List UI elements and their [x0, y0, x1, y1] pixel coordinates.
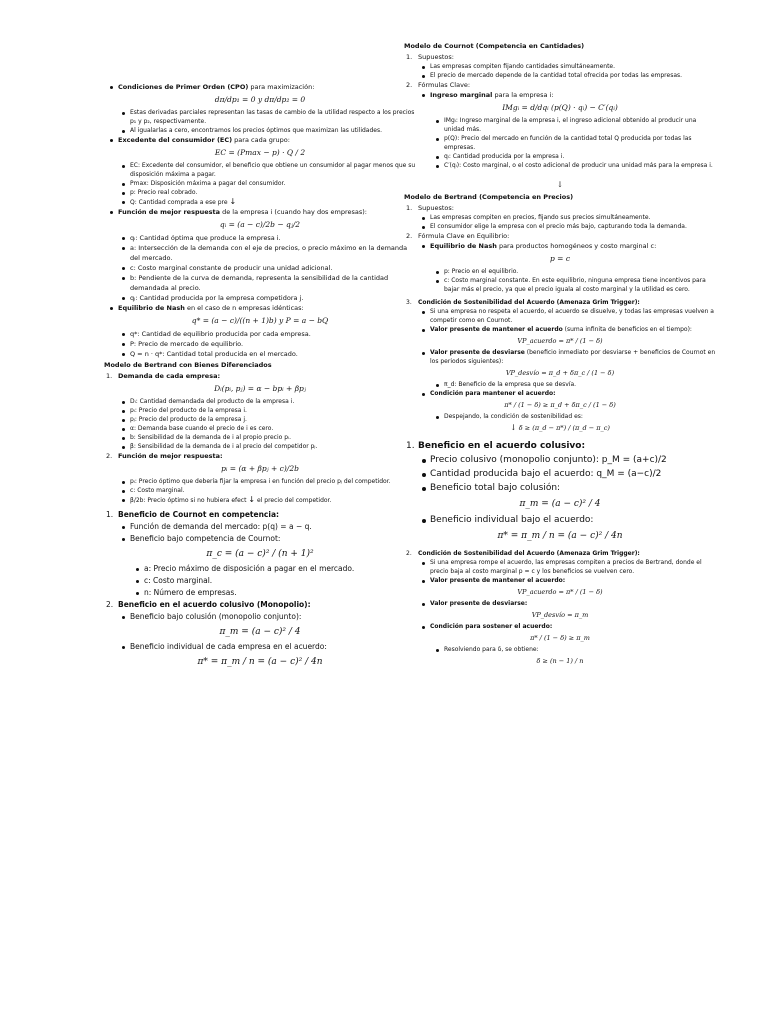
bd-section-2: 2. Función de mejor respuesta: [106, 452, 223, 460]
c-2-bullet-1-tail: para la empresa i: [492, 91, 554, 99]
b-section-1-title: Supuestos: [418, 204, 454, 212]
c-section-1: 1. Supuestos: [406, 53, 454, 61]
bac-1-bullet-2: Cantidad producida bajo el acuerdo: q_M = (a−c)/2 [404, 467, 716, 481]
bd-2-bullet-2: c: Costo marginal. [104, 486, 416, 495]
bd-2-equation: pᵢ = (α + βpⱼ + c)/2b [221, 464, 299, 473]
s-3-bullet-4: Condición para mantener el acuerdo: [404, 389, 716, 398]
bac-section-1-title: Beneficio en el acuerdo colusivo: [418, 441, 586, 451]
s-3-bullet-2 [404, 325, 716, 334]
scroll-down-arrow-icon[interactable]: ↓ [510, 423, 517, 432]
b-2-bullet-1-tail: para productos homogéneos y costo marginal c: [496, 242, 657, 250]
bc-section-2: 2. Beneficio en el acuerdo colusivo (Monopolio): [106, 600, 311, 609]
gt-2-equation-3: π* / (1 − δ) ≥ π_m [530, 634, 590, 642]
bac-1-bullet-1: Precio colusivo (monopolio conjunto): p_M = (a+c)/2 [404, 453, 716, 467]
fmr-bullet-1: qᵢ: Cantidad óptima que produce la empresa i. [104, 233, 416, 243]
ec-bullet-4 [104, 197, 416, 207]
bc-2-equation: π_m = (a − c)² / 4 [219, 627, 301, 637]
ec-equation: EC = (Pmax − p) · Q / 2 [214, 148, 306, 157]
b-1-bullet-2: El consumidor elige la empresa con el precio más bajo, capturando toda la demanda. [404, 222, 716, 231]
s-3-bullet-2-bold: Valor presente de mantener el acuerdo [430, 326, 563, 333]
bd-1-bullet-1: Dᵢ: Cantidad demandada del producto de la empresa i. [104, 397, 416, 406]
c-2-sub-1: IMgᵢ: Ingreso marginal de la empresa i, el ingreso adicional obtenido al producir una unidad más. [404, 116, 716, 134]
nash-title: Equilibrio de Nash [118, 304, 185, 312]
cpo-bullet-2: Al igualarlas a cero, encontramos los precios óptimos que maximizan las utilidades. [104, 126, 416, 135]
gt-section-2: 2. Condición de Sostenibilidad del Acuerdo (Amenaza Grim Trigger): [406, 550, 640, 557]
bc-section-2-title: Beneficio en el acuerdo colusivo (Monopolio): [118, 600, 311, 609]
bc-2-bullet-1: Beneficio bajo colusión (monopolio conjunto): [104, 611, 416, 623]
fmr-bullet-2: a: Intersección de la demanda con el eje de precios, o precio máximo en la demanda del mercado. [104, 243, 416, 263]
bertrand-diff-title: Modelo de Bertrand con Bienes Diferenciados [104, 361, 272, 369]
bd-2-bullet-3-tail: el precio del competidor. [257, 497, 332, 504]
bd-1-bullet-2: pᵢ: Precio del producto de la empresa i. [104, 406, 416, 415]
ec-bullet-4-text: Q: Cantidad comprada a ese pre [130, 199, 228, 206]
s-3-equation-4-text: δ ≥ (π_d − π*) / (π_d − π_c) [518, 424, 610, 432]
bd-2-bullet-3-text: β/2b: Precio óptimo si no hubiera efect [130, 497, 247, 504]
c-2-bullet-1 [404, 90, 716, 100]
gt-2-bullet-1: Si una empresa rompe el acuerdo, las empresas compiten a precios de Bertrand, donde el precio baja al costo marginal p = c y los beneficios se vuelven cero. [404, 558, 716, 576]
s-3-bullet-1: Si una empresa no respeta el acuerdo, el acuerdo se disuelve, y todas las empresas vuelven a competir como en Cournot. [404, 307, 716, 325]
fmr-bullet-3: c: Costo marginal constante de producir una unidad adicional. [104, 263, 416, 273]
bc-1-sub-2: c: Costo marginal. [104, 575, 416, 587]
b-section-1: 1. Supuestos: [406, 204, 454, 212]
bc-1-equation: π_c = (a − c)² / (n + 1)² [206, 549, 314, 559]
s-3-bullet-3-tail: (beneficio inmediato por desviarse + beneficios de Cournot en los periodos siguientes): [430, 349, 716, 365]
gt-section-2-title: Condición de Sostenibilidad del Acuerdo (Amenaza Grim Trigger): [418, 550, 640, 557]
s-3-equation-3: π* / (1 − δ) ≥ π_d + δπ_c / (1 − δ) [504, 401, 616, 409]
s-section-3: 3. Condición de Sostenibilidad del Acuerdo (Amenaza Grim Trigger): [406, 299, 640, 306]
b-2-equation: p = c [549, 254, 571, 263]
cpo-bullet-1: Estas derivadas parciales representan las tasas de cambio de la utilidad respecto a los precios p₁ y p₂, respectivamente. [104, 108, 416, 126]
cournot-title: Modelo de Cournot (Competencia en Cantidades) [404, 42, 585, 50]
nash-tail: en el caso de n empresas idénticas: [184, 304, 304, 312]
bd-1-bullet-4: α: Demanda base cuando el precio de i es cero. [104, 424, 416, 433]
ec-item [104, 135, 416, 145]
c-section-1-title: Supuestos: [418, 53, 454, 61]
cpo-tail: para maximización: [248, 83, 315, 91]
ec-tail: para cada grupo: [232, 136, 290, 144]
s-3-sub-2: Despejando, la condición de sostenibilidad es: [404, 412, 716, 421]
gt-2-bullet-3: Valor presente de desviarse: [404, 599, 716, 608]
c-section-2: 2. Fórmulas Clave: [406, 81, 471, 89]
c-section-2-title: Fórmulas Clave: [418, 81, 471, 89]
bd-section-1: 1. Demanda de cada empresa: [106, 372, 221, 380]
bc-section-1: 1. Beneficio de Cournot en competencia: [106, 510, 280, 519]
s-3-equation-4 [404, 423, 716, 433]
bac-1-equation-1: π_m = (a − c)² / 4 [519, 499, 601, 509]
ec-bullet-3: p: Precio real cobrado. [104, 188, 416, 197]
ec-bullet-1: EC: Excedente del consumidor, el beneficio que obtiene un consumidor al pagar menos que su disposición máxima a pagar. [104, 161, 416, 179]
bac-1-equation-2: π* = π_m / n = (a − c)² / 4n [497, 531, 623, 541]
b-section-2-title: Fórmula Clave en Equilibrio: [418, 232, 510, 240]
s-3-sub-1: π_d: Beneficio de la empresa que se desvía. [404, 380, 716, 389]
c-2-sub-3: qᵢ: Cantidad producida por la empresa i. [404, 152, 716, 161]
scroll-down-arrow-icon[interactable]: ↓ [248, 495, 256, 504]
bd-section-2-title: Función de mejor respuesta: [118, 452, 223, 460]
fmr-equation: qᵢ = (a − c)/2b − qⱼ/2 [219, 220, 301, 229]
bertrand-title: Modelo de Bertrand (Competencia en Precios) [404, 193, 574, 201]
right-column [404, 40, 716, 668]
left-column [104, 82, 416, 671]
s-section-3-title: Condición de Sostenibilidad del Acuerdo (Amenaza Grim Trigger): [418, 299, 640, 306]
b-2-bullet-1 [404, 241, 716, 251]
fmr-item [104, 207, 416, 217]
bc-2-equation-2: π* = π_m / n = (a − c)² / 4n [197, 657, 323, 667]
s-3-bullet-3-bold: Valor presente de desviarse [430, 349, 525, 356]
bd-section-1-title: Demanda de cada empresa: [118, 372, 221, 380]
nash-bullet-2: P: Precio de mercado de equilibrio. [104, 339, 416, 349]
scroll-down-arrow-icon[interactable]: ↓ [556, 180, 564, 189]
bac-section-1: 1. Beneficio en el acuerdo colusivo: [406, 441, 586, 451]
cpo-item [104, 82, 416, 92]
bd-1-equation: Dᵢ(pᵢ, pⱼ) = α − bpᵢ + βpⱼ [214, 384, 306, 393]
c-2-sub-4: C′(qᵢ): Costo marginal, o el costo adicional de producir una unidad más para la empresa i. [404, 161, 716, 170]
c-2-equation: IMgᵢ = d/dqᵢ (p(Q) · qᵢ) − C′(qᵢ) [502, 103, 618, 112]
nash-bullet-1: q*: Cantidad de equilibrio producida por cada empresa. [104, 329, 416, 339]
bc-2-bullet-2: Beneficio individual de cada empresa en el acuerdo: [104, 641, 416, 653]
bac-1-bullet-4: Beneficio individual bajo el acuerdo: [404, 513, 716, 527]
scroll-down-arrow-icon[interactable]: ↓ [229, 197, 237, 206]
cpo-equation: dπ/dp₁ = 0 y dπ/dp₂ = 0 [214, 95, 306, 104]
gt-2-equation-2: VP_desvío = π_m [531, 611, 589, 619]
fmr-bullet-5: qⱼ: Cantidad producida por la empresa competidora j. [104, 293, 416, 303]
bc-section-1-title: Beneficio de Cournot en competencia: [118, 510, 280, 519]
bac-1-bullet-3: Beneficio total bajo colusión: [404, 481, 716, 495]
s-3-bullet-3 [404, 348, 716, 366]
b-1-bullet-1: Las empresas compiten en precios, fijando sus precios simultáneamente. [404, 213, 716, 222]
bc-1-sub-1: a: Precio máximo de disposición a pagar en el mercado. [104, 563, 416, 575]
gt-2-bullet-4: Condición para sostener el acuerdo: [404, 622, 716, 631]
nash-equation: q* = (a − c)/((n + 1)b) y P = a − bQ [191, 316, 329, 325]
bd-2-bullet-3 [104, 495, 416, 505]
bc-1-sub-3: n: Número de empresas. [104, 587, 416, 599]
ec-bullet-2: Pmax: Disposición máxima a pagar del consumidor. [104, 179, 416, 188]
c-1-bullet-2: El precio de mercado depende de la cantidad total ofrecida por todas las empresas. [404, 71, 716, 80]
s-3-equation-1: VP_acuerdo = π* / (1 − δ) [517, 337, 603, 345]
bd-1-bullet-6: β: Sensibilidad de la demanda de i al precio del competidor pⱼ. [104, 442, 416, 451]
b-section-2: 2. Fórmula Clave en Equilibrio: [406, 232, 510, 240]
s-3-bullet-2-tail: (suma infinita de beneficios en el tiempo): [562, 326, 692, 333]
gt-2-equation-4: δ ≥ (n − 1) / n [536, 657, 584, 665]
gt-2-sub-1: Resolviendo para δ, se obtiene: [404, 645, 716, 654]
bc-1-bullet-1: Función de demanda del mercado: p(q) = a − q. [104, 521, 416, 533]
fmr-bullet-4: b: Pendiente de la curva de demanda, representa la sensibilidad de la cantidad demandada al precio. [104, 273, 416, 293]
b-2-sub-2: c: Costo marginal constante. En este equilibrio, ninguna empresa tiene incentivos para bajar más el precio, ya que el precio iguala al costo marginal y la utilidad es cero. [404, 276, 716, 294]
b-2-bullet-1-bold: Equilibrio de Nash [430, 242, 497, 250]
c-2-bullet-1-bold: Ingreso marginal [430, 91, 493, 99]
b-2-sub-1: p: Precio en el equilibrio. [404, 267, 716, 276]
ec-title: Excedente del consumidor (EC) [118, 136, 233, 144]
nash-item [104, 303, 416, 313]
bc-1-bullet-2: Beneficio bajo competencia de Cournot: [104, 533, 416, 545]
bd-1-bullet-5: b: Sensibilidad de la demanda de i al propio precio pᵢ. [104, 433, 416, 442]
gt-2-bullet-2: Valor presente de mantener el acuerdo: [404, 576, 716, 585]
c-2-sub-2: p(Q): Precio del mercado en función de la cantidad total Q producida por todas las empresas. [404, 134, 716, 152]
c-1-bullet-1: Las empresas compiten fijando cantidades simultáneamente. [404, 62, 716, 71]
s-3-equation-2: VP_desvío = π_d + δπ_c / (1 − δ) [505, 369, 615, 377]
cpo-title: Condiciones de Primer Orden (CPO) [118, 83, 249, 91]
fmr-tail: de la empresa i (cuando hay dos empresas): [220, 208, 367, 216]
bd-2-bullet-1: pᵢ: Precio óptimo que debería fijar la empresa i en función del precio pⱼ del competidor. [104, 477, 416, 486]
nash-bullet-3: Q = n · q*: Cantidad total producida en el mercado. [104, 349, 416, 359]
gt-2-equation-1: VP_acuerdo = π* / (1 − δ) [517, 588, 603, 596]
bd-1-bullet-3: pⱼ: Precio del producto de la empresa j. [104, 415, 416, 424]
fmr-title: Función de mejor respuesta [118, 208, 221, 216]
